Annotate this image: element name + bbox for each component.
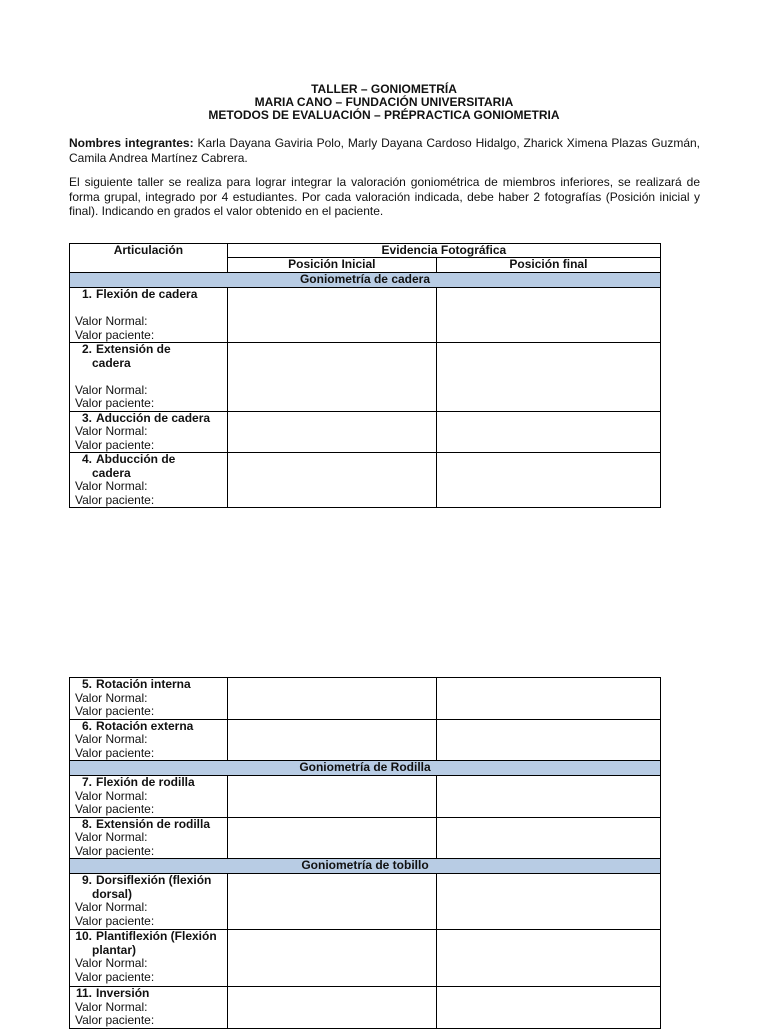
photo-initial-cell[interactable] xyxy=(227,817,436,859)
table-row xyxy=(70,288,661,343)
header-course: METODOS DE EVALUACIÓN – PRÉPRACTICA GONIOMETRIA xyxy=(208,108,560,122)
photo-final-cell[interactable] xyxy=(436,343,660,412)
section-cadera: Goniometría de cadera xyxy=(70,273,661,288)
articulation-cell xyxy=(70,678,228,720)
photo-initial-cell[interactable] xyxy=(227,987,436,1029)
item-title: 6. Rotación externa xyxy=(81,718,194,733)
table-row xyxy=(70,453,661,508)
valor-normal-label: Valor Normal: xyxy=(75,479,148,493)
valor-normal-label: Valor Normal: xyxy=(75,956,148,970)
articulation-cell xyxy=(70,874,228,930)
item-title: 1. Flexión de cadera xyxy=(81,287,198,301)
table-row xyxy=(70,719,661,761)
header-title: TALLER – GONIOMETRÍA xyxy=(311,82,457,96)
valor-normal-label: Valor Normal: xyxy=(75,788,148,803)
photo-final-cell[interactable] xyxy=(436,453,660,508)
section-rodilla: Goniometría de Rodilla xyxy=(70,761,661,776)
valor-paciente-label: Valor paciente: xyxy=(75,1013,155,1027)
articulation-cell xyxy=(70,453,228,508)
photo-final-cell[interactable] xyxy=(436,776,660,818)
photo-final-cell[interactable] xyxy=(436,288,660,343)
photo-initial-cell[interactable] xyxy=(227,874,436,930)
header-posicion-final: Posición final xyxy=(436,258,660,273)
articulation-cell xyxy=(70,288,228,343)
photo-final-cell[interactable] xyxy=(436,719,660,761)
item-title: 11. Inversión xyxy=(75,986,150,1000)
valor-normal-label: Valor Normal: xyxy=(75,900,148,914)
valor-paciente-label: Valor paciente: xyxy=(75,745,155,760)
valor-paciente-label: Valor paciente: xyxy=(75,843,155,858)
item-title: 2. Extensión de cadera xyxy=(81,342,171,370)
item-title: 5. Rotación interna xyxy=(81,677,191,691)
valor-normal-label: Valor Normal: xyxy=(75,830,148,844)
articulation-cell xyxy=(70,817,228,859)
item-title: 3. Aducción de cadera xyxy=(81,410,211,425)
articulation-cell xyxy=(70,343,228,412)
table-row xyxy=(70,776,661,818)
item-title: 7. Flexión de rodilla xyxy=(81,775,195,789)
articulation-cell xyxy=(70,930,228,987)
instructions-paragraph: El siguiente taller se realiza para lograr integrar la valoración goniométrica de miembros inferiores, se realizará de forma grupal, integrado por 4 estudiantes. Por cada valoración indicada, debe haber 2 fotografías (Posición inicial y final). Indicando en grados el valor obtenido en el paciente. xyxy=(69,175,700,218)
table-row xyxy=(70,343,661,412)
photo-final-cell[interactable] xyxy=(436,678,660,720)
section-tobillo: Goniometría de tobillo xyxy=(70,859,661,874)
valor-paciente-label: Valor paciente: xyxy=(75,492,155,507)
articulation-cell xyxy=(70,411,228,453)
valor-normal-label: Valor Normal: xyxy=(75,424,148,438)
members-label: Nombres integrantes: xyxy=(69,136,194,150)
photo-initial-cell[interactable] xyxy=(227,776,436,818)
item-title: 10. Plantiflexión (Flexión plantar) xyxy=(75,929,217,957)
photo-final-cell[interactable] xyxy=(436,987,660,1029)
goniometry-table-1 xyxy=(69,243,661,508)
photo-initial-cell[interactable] xyxy=(227,453,436,508)
header-posicion-inicial: Posición Inicial xyxy=(227,258,436,273)
valor-paciente-label: Valor paciente: xyxy=(75,437,155,452)
photo-initial-cell[interactable] xyxy=(227,719,436,761)
photo-final-cell[interactable] xyxy=(436,411,660,453)
valor-normal-label: Valor Normal: xyxy=(75,732,148,746)
goniometry-table-2 xyxy=(69,677,661,1029)
header-evidencia: Evidencia Fotográfica xyxy=(227,244,660,258)
photo-initial-cell[interactable] xyxy=(227,343,436,412)
valor-paciente-label: Valor paciente: xyxy=(75,704,155,718)
table-row xyxy=(70,411,661,453)
header-articulacion: Articulación xyxy=(70,244,228,273)
valor-paciente-label: Valor paciente: xyxy=(75,327,155,342)
members-names: Karla Dayana Gaviria Polo, Marly Dayana Cardoso Hidalgo, Zharick Ximena Plazas Guzmán, Camila Andrea Martínez Cabrera. xyxy=(69,136,700,165)
articulation-cell xyxy=(70,776,228,818)
valor-paciente-label: Valor paciente: xyxy=(75,396,155,410)
photo-initial-cell[interactable] xyxy=(227,678,436,720)
table-row xyxy=(70,874,661,930)
valor-paciente-label: Valor paciente: xyxy=(75,913,155,928)
photo-final-cell[interactable] xyxy=(436,874,660,930)
articulation-cell xyxy=(70,987,228,1029)
valor-paciente-label: Valor paciente: xyxy=(75,802,155,816)
valor-normal-label: Valor Normal: xyxy=(75,999,148,1014)
photo-initial-cell[interactable] xyxy=(227,411,436,453)
valor-paciente-label: Valor paciente: xyxy=(75,969,155,984)
valor-normal-label: Valor Normal: xyxy=(75,690,148,705)
photo-initial-cell[interactable] xyxy=(227,288,436,343)
document-header xyxy=(0,83,768,122)
table-row xyxy=(70,930,661,987)
table-row xyxy=(70,987,661,1029)
valor-normal-label: Valor Normal: xyxy=(75,314,148,328)
item-title: 8. Extensión de rodilla xyxy=(81,816,211,831)
photo-final-cell[interactable] xyxy=(436,817,660,859)
header-institution: MARIA CANO – FUNDACIÓN UNIVERSITARIA xyxy=(254,95,514,109)
articulation-cell xyxy=(70,719,228,761)
table-row xyxy=(70,678,661,720)
item-title: 9. Dorsiflexión (flexión dorsal) xyxy=(81,873,212,901)
members-paragraph xyxy=(69,136,700,165)
valor-normal-label: Valor Normal: xyxy=(75,382,148,397)
table-row xyxy=(70,817,661,859)
photo-initial-cell[interactable] xyxy=(227,930,436,987)
item-title: 4. Abducción de cadera xyxy=(81,452,176,480)
photo-final-cell[interactable] xyxy=(436,930,660,987)
